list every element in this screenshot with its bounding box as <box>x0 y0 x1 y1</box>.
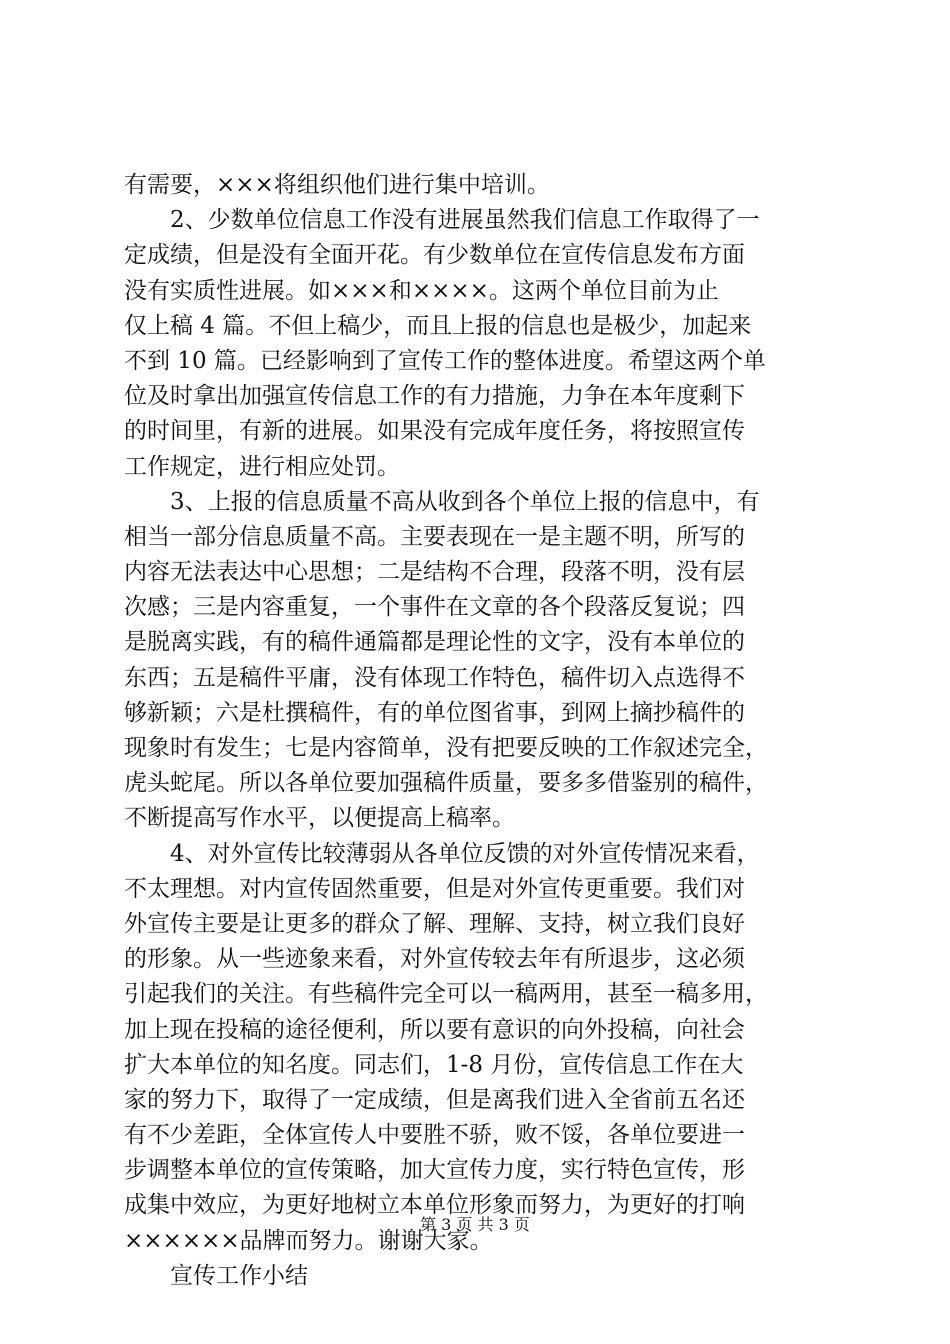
document-body <box>124 168 864 1294</box>
text-line: 外宣传主要是让更多的群众了解、理解、支持，树立我们良好 <box>124 910 745 937</box>
text-line: 加上现在投稿的途径便利，所以要有意识的向外投稿，向社会 <box>124 1016 745 1043</box>
text-line: 有不少差距，全体宣传人中要胜不骄，败不馁，各单位要进一 <box>124 1122 745 1149</box>
text-line: 不太理想。对内宣传固然重要，但是对外宣传更重要。我们对 <box>124 875 745 902</box>
text-line: 仅上稿 4 篇。不但上稿少，而且上报的信息也是极少，加起来 <box>124 312 752 339</box>
text-line: 不断提高写作水平，以便提高上稿率。 <box>124 805 515 832</box>
text-line: 家的努力下，取得了一定成绩，但是离我们进入全省前五名还 <box>124 1086 745 1113</box>
text-line: 东西；五是稿件平庸，没有体现工作特色，稿件切入点选得不 <box>124 664 745 691</box>
text-line: 有需要，×××将组织他们进行集中培训。 <box>124 172 550 198</box>
text-line: 是脱离实践，有的稿件通篇都是理论性的文字，没有本单位的 <box>124 629 745 656</box>
text-line: 3、上报的信息质量不高从收到各个单位上报的信息中，有 <box>170 488 760 515</box>
text-line: 够新颖；六是杜撰稿件，有的单位图省事，到网上摘抄稿件的 <box>124 699 745 726</box>
text-line: 工作规定，进行相应处罚。 <box>124 453 400 480</box>
text-line: 引起我们的关注。有些稿件完全可以一稿两用，甚至一稿多用， <box>124 981 768 1008</box>
text-line: 位及时拿出加强宣传信息工作的有力措施，力争在本年度剩下 <box>124 383 745 410</box>
text-line: 的形象。从一些迹象来看，对外宣传较去年有所退步，这必须 <box>124 946 745 973</box>
text-line: 不到 10 篇。已经影响到了宣传工作的整体进度。希望这两个单 <box>124 347 766 374</box>
text-line: 次感；三是内容重复，一个事件在文章的各个段落反复说；四 <box>124 594 745 621</box>
text-line: 相当一部分信息质量不高。主要表现在一是主题不明，所写的 <box>124 523 745 550</box>
text-line: 虎头蛇尾。所以各单位要加强稿件质量，要多多借鉴别的稿件， <box>124 770 768 797</box>
text-line: 成集中效应，为更好地树立本单位形象而努力，为更好的打响 <box>124 1192 745 1219</box>
text-line: 内容无法表达中心思想；二是结构不合理，段落不明，没有层 <box>124 559 745 586</box>
text-line: 没有实质性进展。如×××和××××。这两个单位目前为止 <box>124 277 719 304</box>
text-line: 4、对外宣传比较薄弱从各单位反馈的对外宣传情况来看， <box>170 840 760 867</box>
text-line: ××××××品牌而努力。谢谢大家。 <box>124 1227 493 1254</box>
text-line: 2、少数单位信息工作没有进展虽然我们信息工作取得了一 <box>170 207 760 234</box>
text-line: 定成绩，但是没有全面开花。有少数单位在宣传信息发布方面 <box>124 242 745 269</box>
text-line: 步调整本单位的宣传策略，加大宣传力度，实行特色宣传，形 <box>124 1157 745 1184</box>
text-line: 的时间里，有新的进展。如果没有完成年度任务，将按照宣传 <box>124 418 745 445</box>
text-line: 宣传工作小结 <box>170 1262 308 1289</box>
text-line: 现象时有发生；七是内容简单，没有把要反映的工作叙述完全， <box>124 735 768 761</box>
text-line: 扩大本单位的知名度。同志们，1-8 月份，宣传信息工作在大 <box>124 1051 744 1078</box>
page-footer: 第 3 页 共 3 页 <box>420 1215 530 1234</box>
